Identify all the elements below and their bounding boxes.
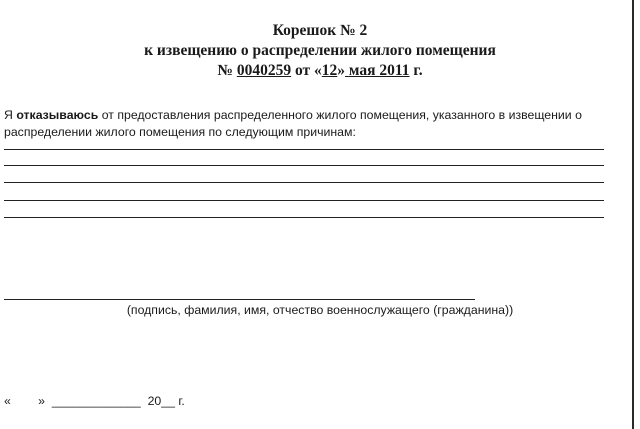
reason-line-1[interactable]: [4, 149, 604, 150]
reason-line-5[interactable]: [4, 217, 604, 218]
notice-day: 12: [321, 62, 338, 79]
notice-number: 0040259: [236, 62, 292, 79]
statement-rest: от предоставления распределенного жилого помещения, указанного в извещении о: [98, 108, 582, 122]
statement-start: Я: [4, 108, 17, 122]
date-from: от «: [291, 62, 322, 79]
reason-line-2[interactable]: [4, 165, 604, 166]
year-suffix: г.: [409, 62, 423, 79]
statement-bold-word: отказываюсь: [16, 108, 99, 122]
reason-line-4[interactable]: [4, 200, 604, 201]
statement-line-2: распределении жилого помещения по следующим причинам:: [4, 125, 356, 139]
day-close: »: [337, 62, 346, 79]
number-prefix: №: [217, 62, 237, 79]
refusal-statement: [4, 107, 634, 141]
reason-line-3[interactable]: [4, 182, 604, 183]
notice-number-line: [0, 61, 640, 80]
notice-year: 2011: [379, 62, 410, 79]
statement-line-1: [4, 107, 634, 124]
document-title: Корешок № 2: [272, 22, 368, 39]
notice-month: мая: [348, 62, 376, 79]
signature-date-line: « » _____________ 20__ г.: [4, 394, 185, 408]
document-subtitle: к извещению о распределении жилого помещения: [144, 42, 496, 59]
signature-caption: (подпись, фамилия, имя, отчество военнослужащего (гражданина)): [126, 303, 514, 317]
signature-line[interactable]: [4, 299, 475, 300]
